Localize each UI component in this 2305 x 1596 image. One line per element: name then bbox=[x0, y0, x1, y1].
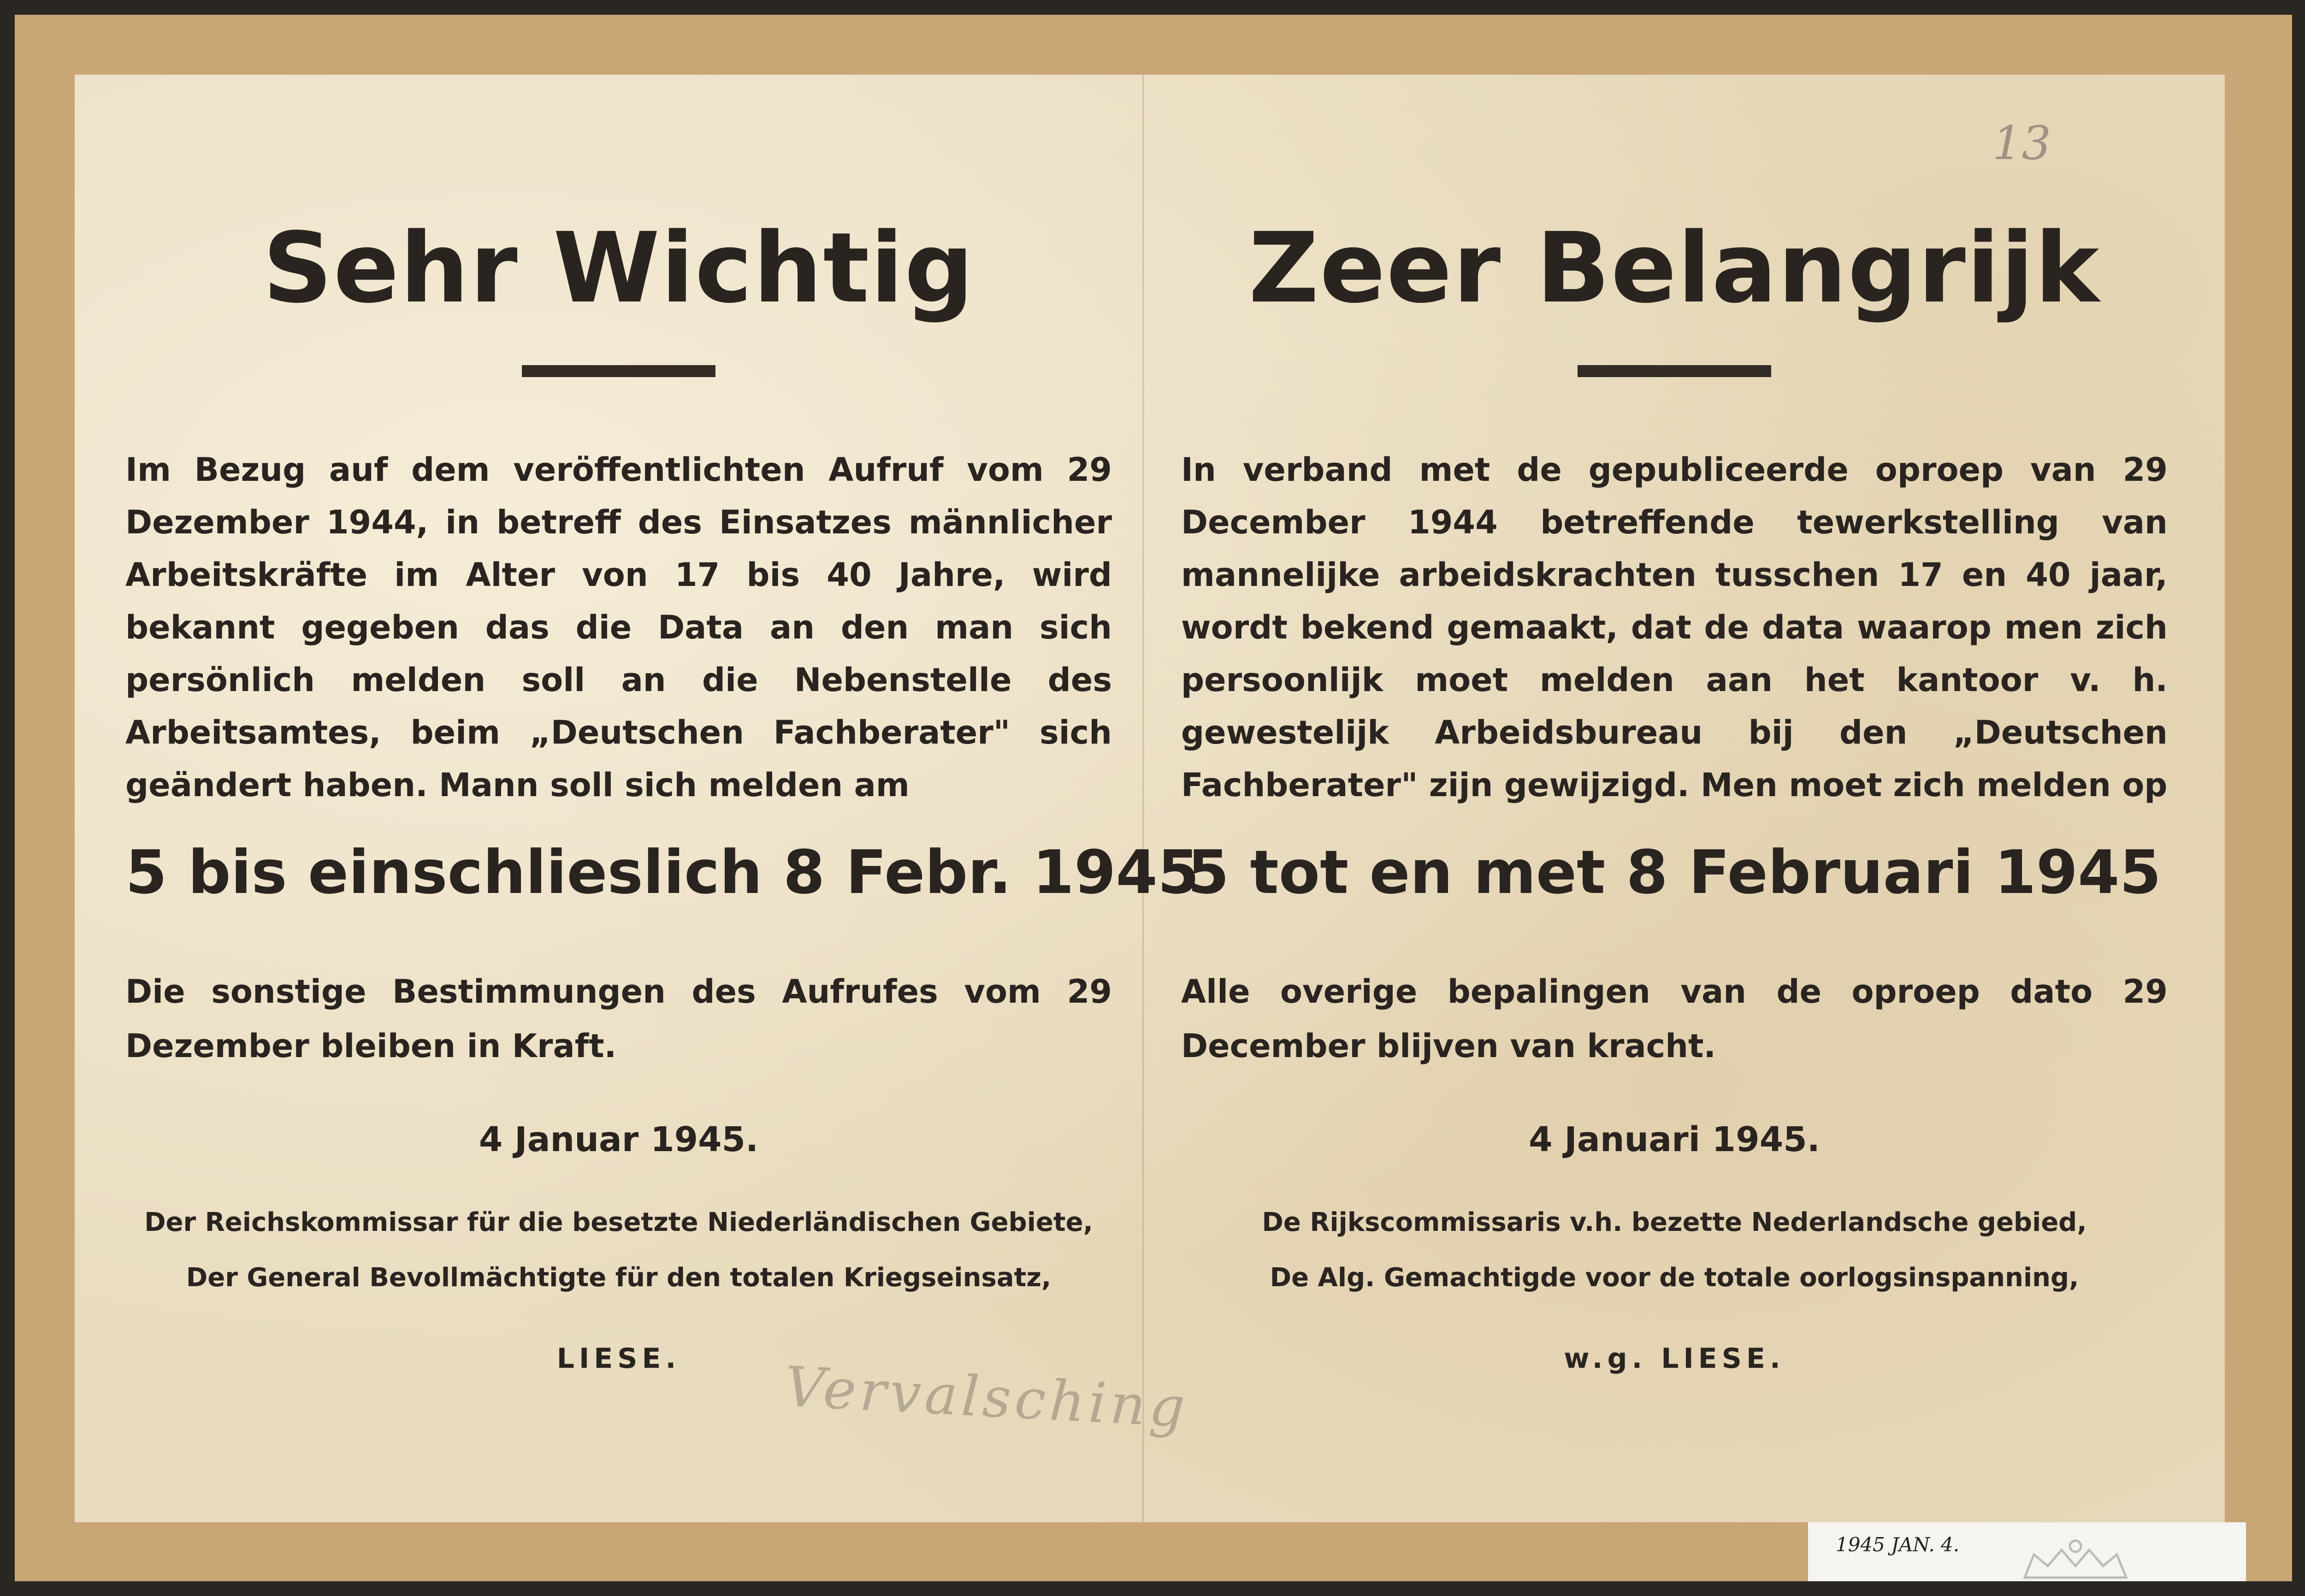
german-issue-date: 4 Januar 1945. bbox=[479, 1120, 759, 1159]
german-date-range: 5 bis einschlieslich 8 Febr. 1945 bbox=[125, 837, 1200, 907]
handwritten-page-number: 13 bbox=[1992, 116, 2051, 170]
german-signature: LIESE. bbox=[556, 1342, 681, 1375]
german-remaining-provisions: Die sonstige Bestimmungen des Aufrufes vom 29 Dezember bleiben in Kraft. bbox=[125, 973, 1112, 1065]
archive-label-text: 1945 JAN. 4. bbox=[1836, 1533, 1960, 1556]
dutch-title: Zeer Belangrijk bbox=[1248, 212, 2100, 325]
dutch-issue-date: 4 Januari 1945. bbox=[1529, 1120, 1820, 1159]
german-body: Im Bezug auf dem veröffentlichten Aufruf vom 29 Dezember 1944, in betreff des Einsatzes männlicher Arbeitskräfte im Alter von 17 bis 40 Jahre, wird bekannt gegeben das die Data an den man sich persönlich melden soll an die Nebenstelle des Arbeitsamtes, beim „Deutschen Fachberater" sich geändert haben. Mann soll sich melden am bbox=[125, 451, 1112, 804]
pencil-annotation: Vervalsching bbox=[783, 1355, 1190, 1440]
german-title-underline bbox=[522, 365, 715, 377]
dutch-office-line-2: De Alg. Gemachtigde voor de totale oorlogsinspanning, bbox=[1270, 1263, 2079, 1293]
german-office-line-2: Der General Bevollmächtigte für den totalen Kriegseinsatz, bbox=[186, 1263, 1052, 1293]
dutch-remaining-provisions: Alle overige bepalingen van de oproep dato 29 December blijven van kracht. bbox=[1181, 973, 2168, 1065]
crest-icon bbox=[2006, 1536, 2145, 1581]
dutch-title-underline bbox=[1578, 365, 1771, 377]
german-office-line-1: Der Reichskommissar für die besetzte Niederländischen Gebiete, bbox=[144, 1207, 1093, 1237]
mounting-board bbox=[15, 15, 2292, 1581]
dutch-body: In verband met de gepubliceerde oproep van 29 December 1944 betreffende tewerkstelling van mannelijke arbeidskrachten tusschen 17 en 40 jaar, wordt bekend gemaakt, dat de data waarop men zich persoonlijk moet melden aan het kantoor v. h. gewestelijk Arbeidsbureau bij den „Deutschen Fachberater" zijn gewijzigd. Men moet zich melden op bbox=[1181, 451, 2168, 804]
center-fold bbox=[1142, 75, 1144, 1522]
german-column bbox=[125, 75, 1200, 1522]
german-title: Sehr Wichtig bbox=[262, 212, 975, 325]
archive-label bbox=[1808, 1522, 2246, 1581]
dutch-signature: w.g. LIESE. bbox=[1564, 1342, 1785, 1375]
dutch-date-range: 5 tot en met 8 Februari 1945 bbox=[1187, 837, 2162, 907]
dutch-office-line-1: De Rijkscommissaris v.h. bezette Nederlandsche gebied, bbox=[1262, 1207, 2087, 1237]
poster-sheet bbox=[75, 75, 2225, 1522]
dutch-column bbox=[1181, 75, 2168, 1522]
